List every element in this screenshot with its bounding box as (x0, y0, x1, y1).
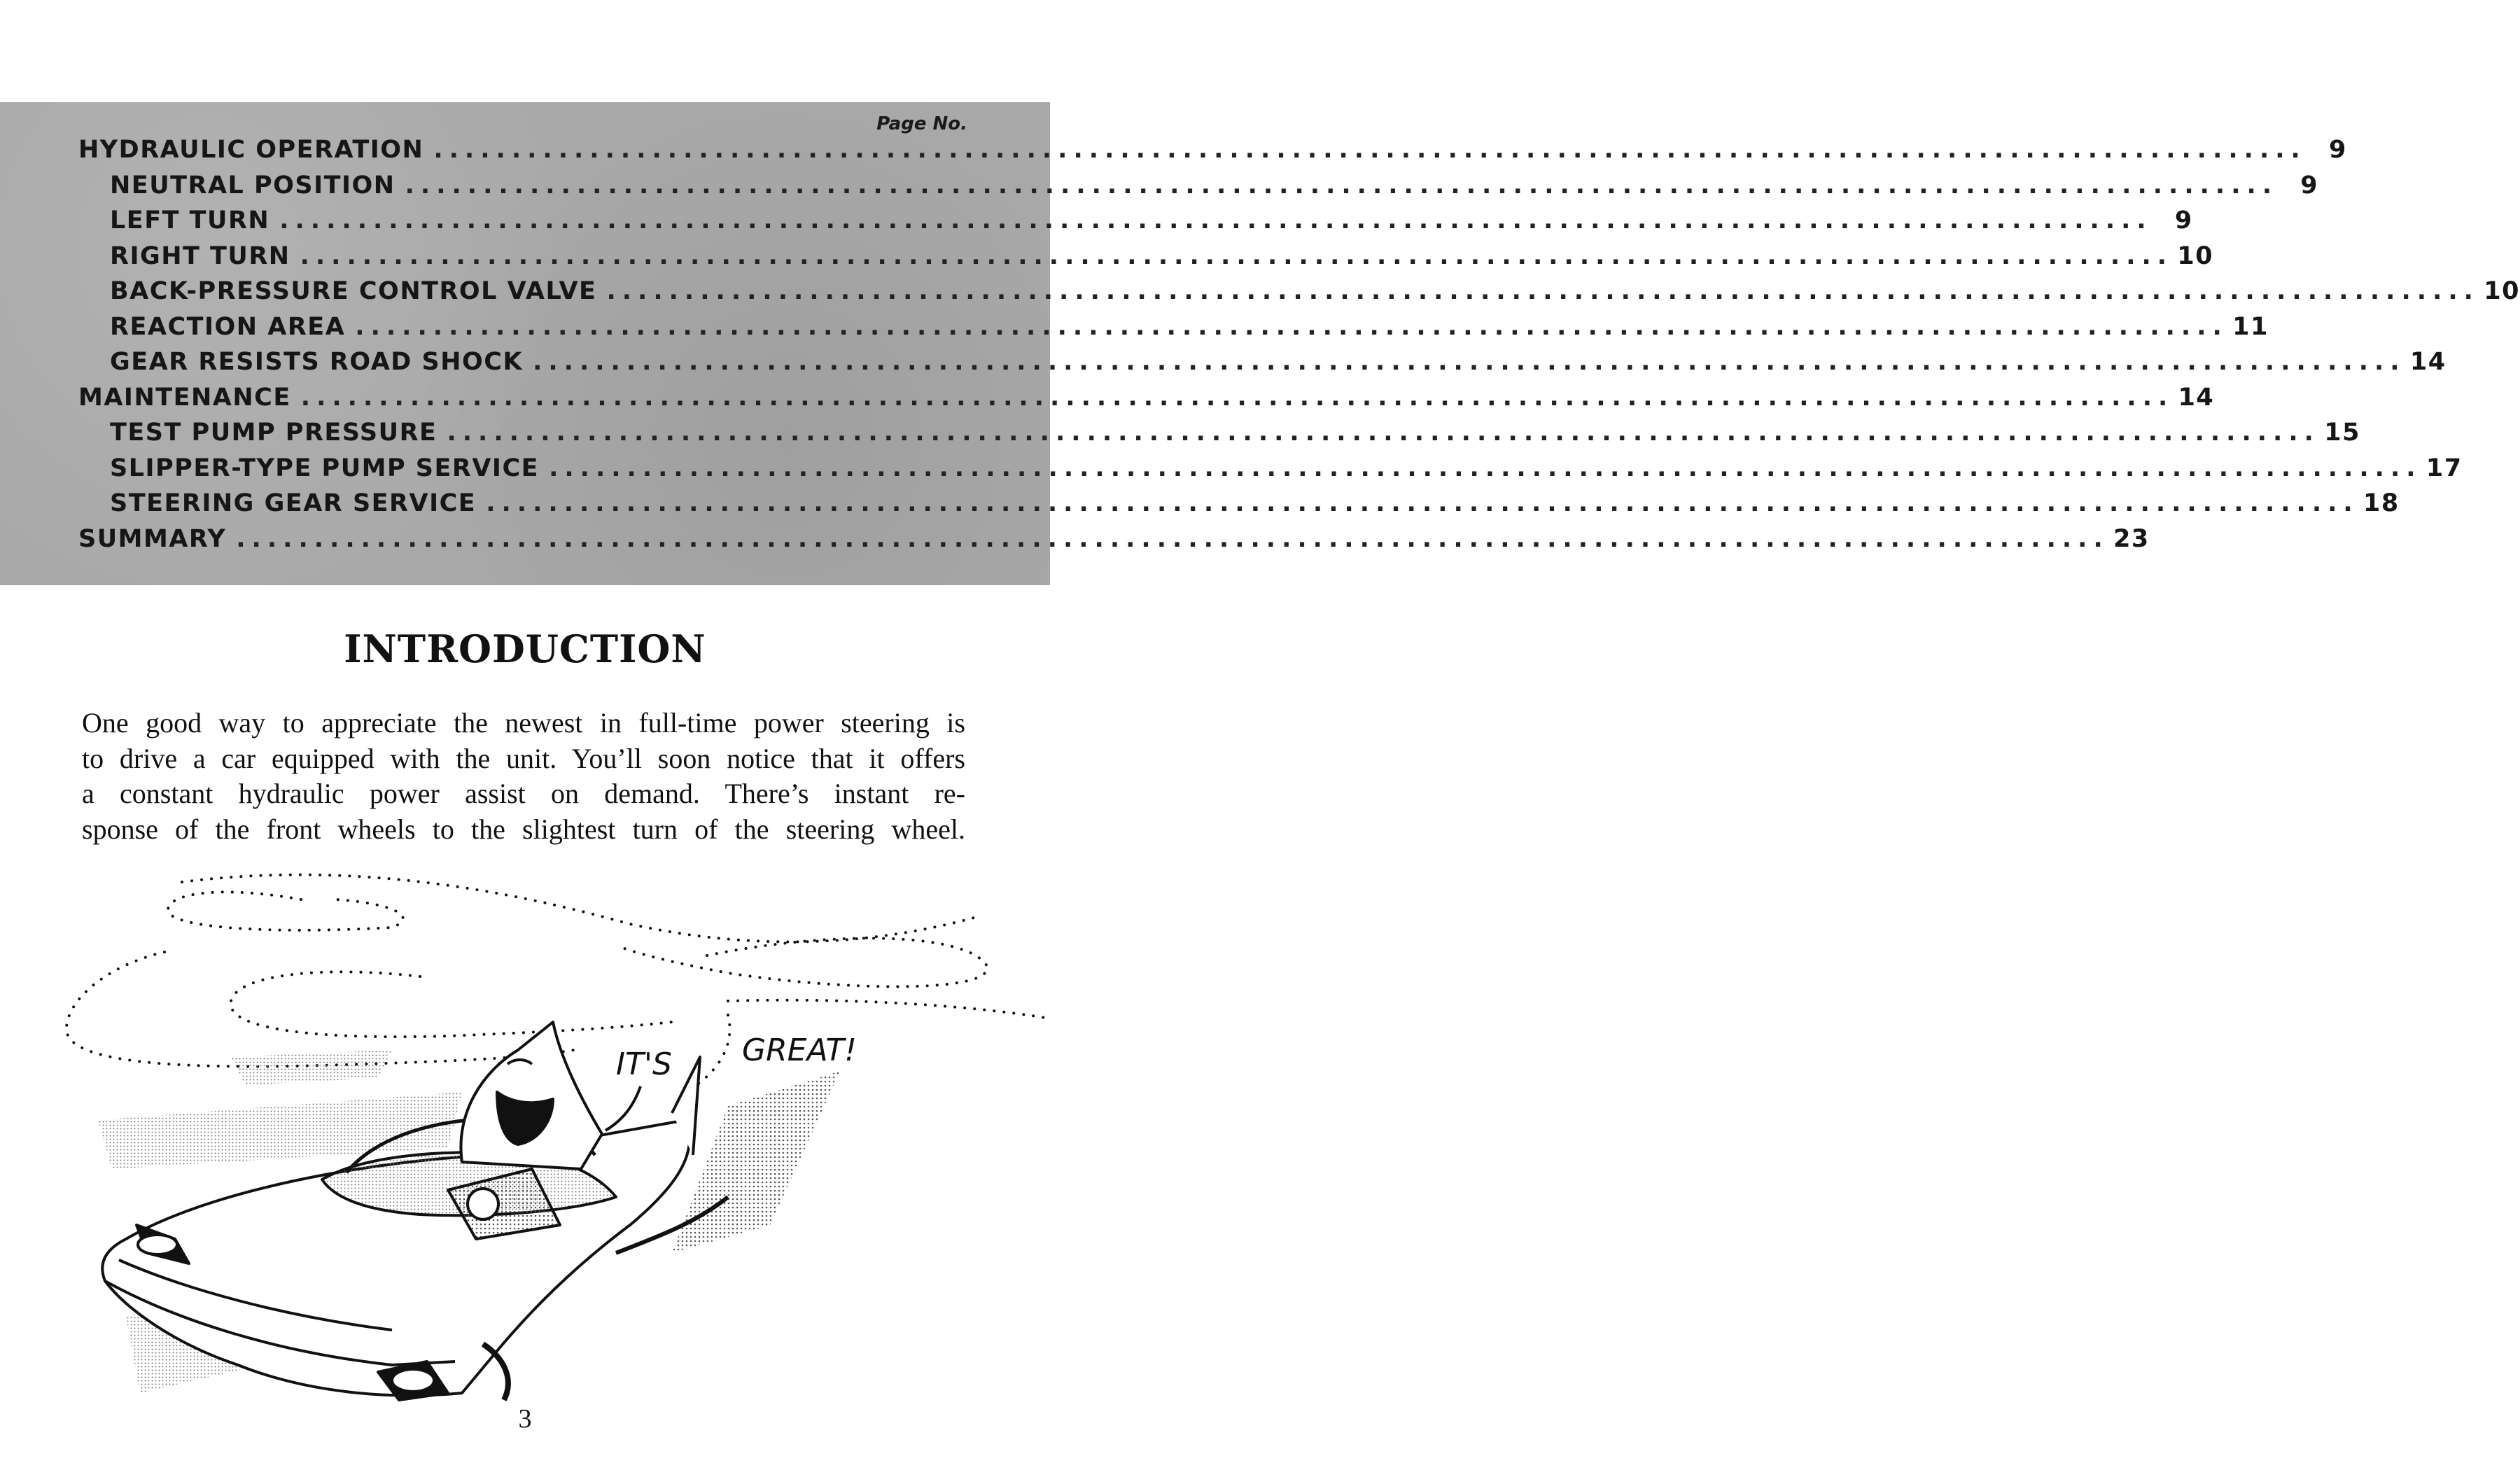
toc-entry (78, 489, 2400, 525)
page-number: 3 (518, 1404, 532, 1434)
toc-entry (78, 524, 2150, 561)
toc-entry (78, 171, 2319, 207)
intro-line: to drive a car equipped with the unit. You’ll soon notice that it offers (82, 742, 965, 774)
toc-leader-dots: ........................................................................................................................ (549, 454, 2422, 482)
toc-entry-page: 11 (2232, 312, 2269, 341)
toc-entry (78, 206, 2193, 242)
toc-entry-page: 23 (2113, 524, 2150, 553)
toc-leader-dots: ........................................................................................................................ (236, 524, 2109, 553)
toc-entry-page: 14 (2409, 348, 2446, 376)
table-of-contents (0, 102, 2520, 585)
toc-entry-title: HYDRAULIC OPERATION (78, 136, 424, 164)
toc-list (78, 136, 2520, 560)
intro-line: One good way to appreciate the newest in full-time power steering is (82, 707, 965, 738)
toc-leader-dots: ........................................................................................................................ (533, 348, 2406, 376)
toc-leader-dots: ........................................................................................................................ (606, 277, 2479, 305)
toc-entry (78, 454, 2463, 490)
toc-entry-title: MAINTENANCE (78, 383, 291, 412)
toc-entry-title: BACK-PRESSURE CONTROL VALVE (110, 277, 597, 305)
toc-entry-page: 14 (2178, 383, 2215, 412)
toc-entry-page: 9 (2300, 171, 2319, 200)
intro-line: a constant hydraulic power assist on demand. There’s instant re- (82, 778, 965, 809)
toc-entry (78, 312, 2269, 349)
toc-entry-title: STEERING GEAR SERVICE (110, 489, 477, 517)
toc-entry (78, 136, 2347, 172)
toc-entry (78, 277, 2520, 313)
toc-entry-title: NEUTRAL POSITION (110, 171, 396, 200)
toc-leader-dots: ........................................................................................................................ (300, 241, 2174, 270)
toc-page-no-header: Page No. (876, 113, 967, 134)
driver-cartoon-illustration (0, 861, 1050, 1435)
toc-entry (78, 241, 2214, 278)
toc-leader-dots: ........................................................................................................................ (486, 489, 2359, 517)
toc-leader-dots: ........................................................................................................................ (447, 419, 2320, 447)
speech-line (606, 1086, 640, 1130)
toc-entry (78, 383, 2215, 419)
toc-entry-page: 10 (2177, 241, 2214, 270)
toc-entry-page: 9 (2174, 206, 2193, 234)
toc-entry-page: 18 (2363, 489, 2400, 517)
toc-entry-title: TEST PUMP PRESSURE (110, 419, 438, 447)
speech-text-great: GREAT! (742, 1032, 857, 1068)
toc-entry-title: SLIPPER-TYPE PUMP SERVICE (110, 454, 540, 482)
toc-entry-title: RIGHT TURN (110, 241, 290, 270)
toc-entry-title: REACTION AREA (110, 312, 346, 341)
toc-entry-title: LEFT TURN (110, 206, 270, 234)
introduction-paragraph (82, 706, 965, 847)
toc-entry-page: 17 (2426, 454, 2463, 482)
toc-leader-dots: ........................................................................................................................ (433, 136, 2306, 164)
toc-entry-page: 15 (2324, 419, 2360, 447)
toc-leader-dots: ........................................................................................................................ (300, 383, 2174, 412)
toc-entry-title: SUMMARY (78, 524, 227, 553)
toc-leader-dots: ........................................................................................................................ (279, 206, 2152, 234)
speech-text-its: IT'S (616, 1046, 672, 1082)
toc-leader-dots: ........................................................................................................................ (405, 171, 2278, 200)
toc-leader-dots: ........................................................................................................................ (355, 312, 2228, 341)
toc-entry-page: 10 (2484, 277, 2520, 305)
intro-line: sponse of the front wheels to the slightest turn of the steering wheel. (82, 813, 965, 845)
toc-entry-page: 9 (2329, 136, 2347, 164)
toc-entry-title: GEAR RESISTS ROAD SHOCK (110, 348, 524, 376)
toc-entry (78, 419, 2360, 454)
toc-entry (78, 348, 2446, 384)
introduction-heading: INTRODUCTION (344, 626, 706, 671)
